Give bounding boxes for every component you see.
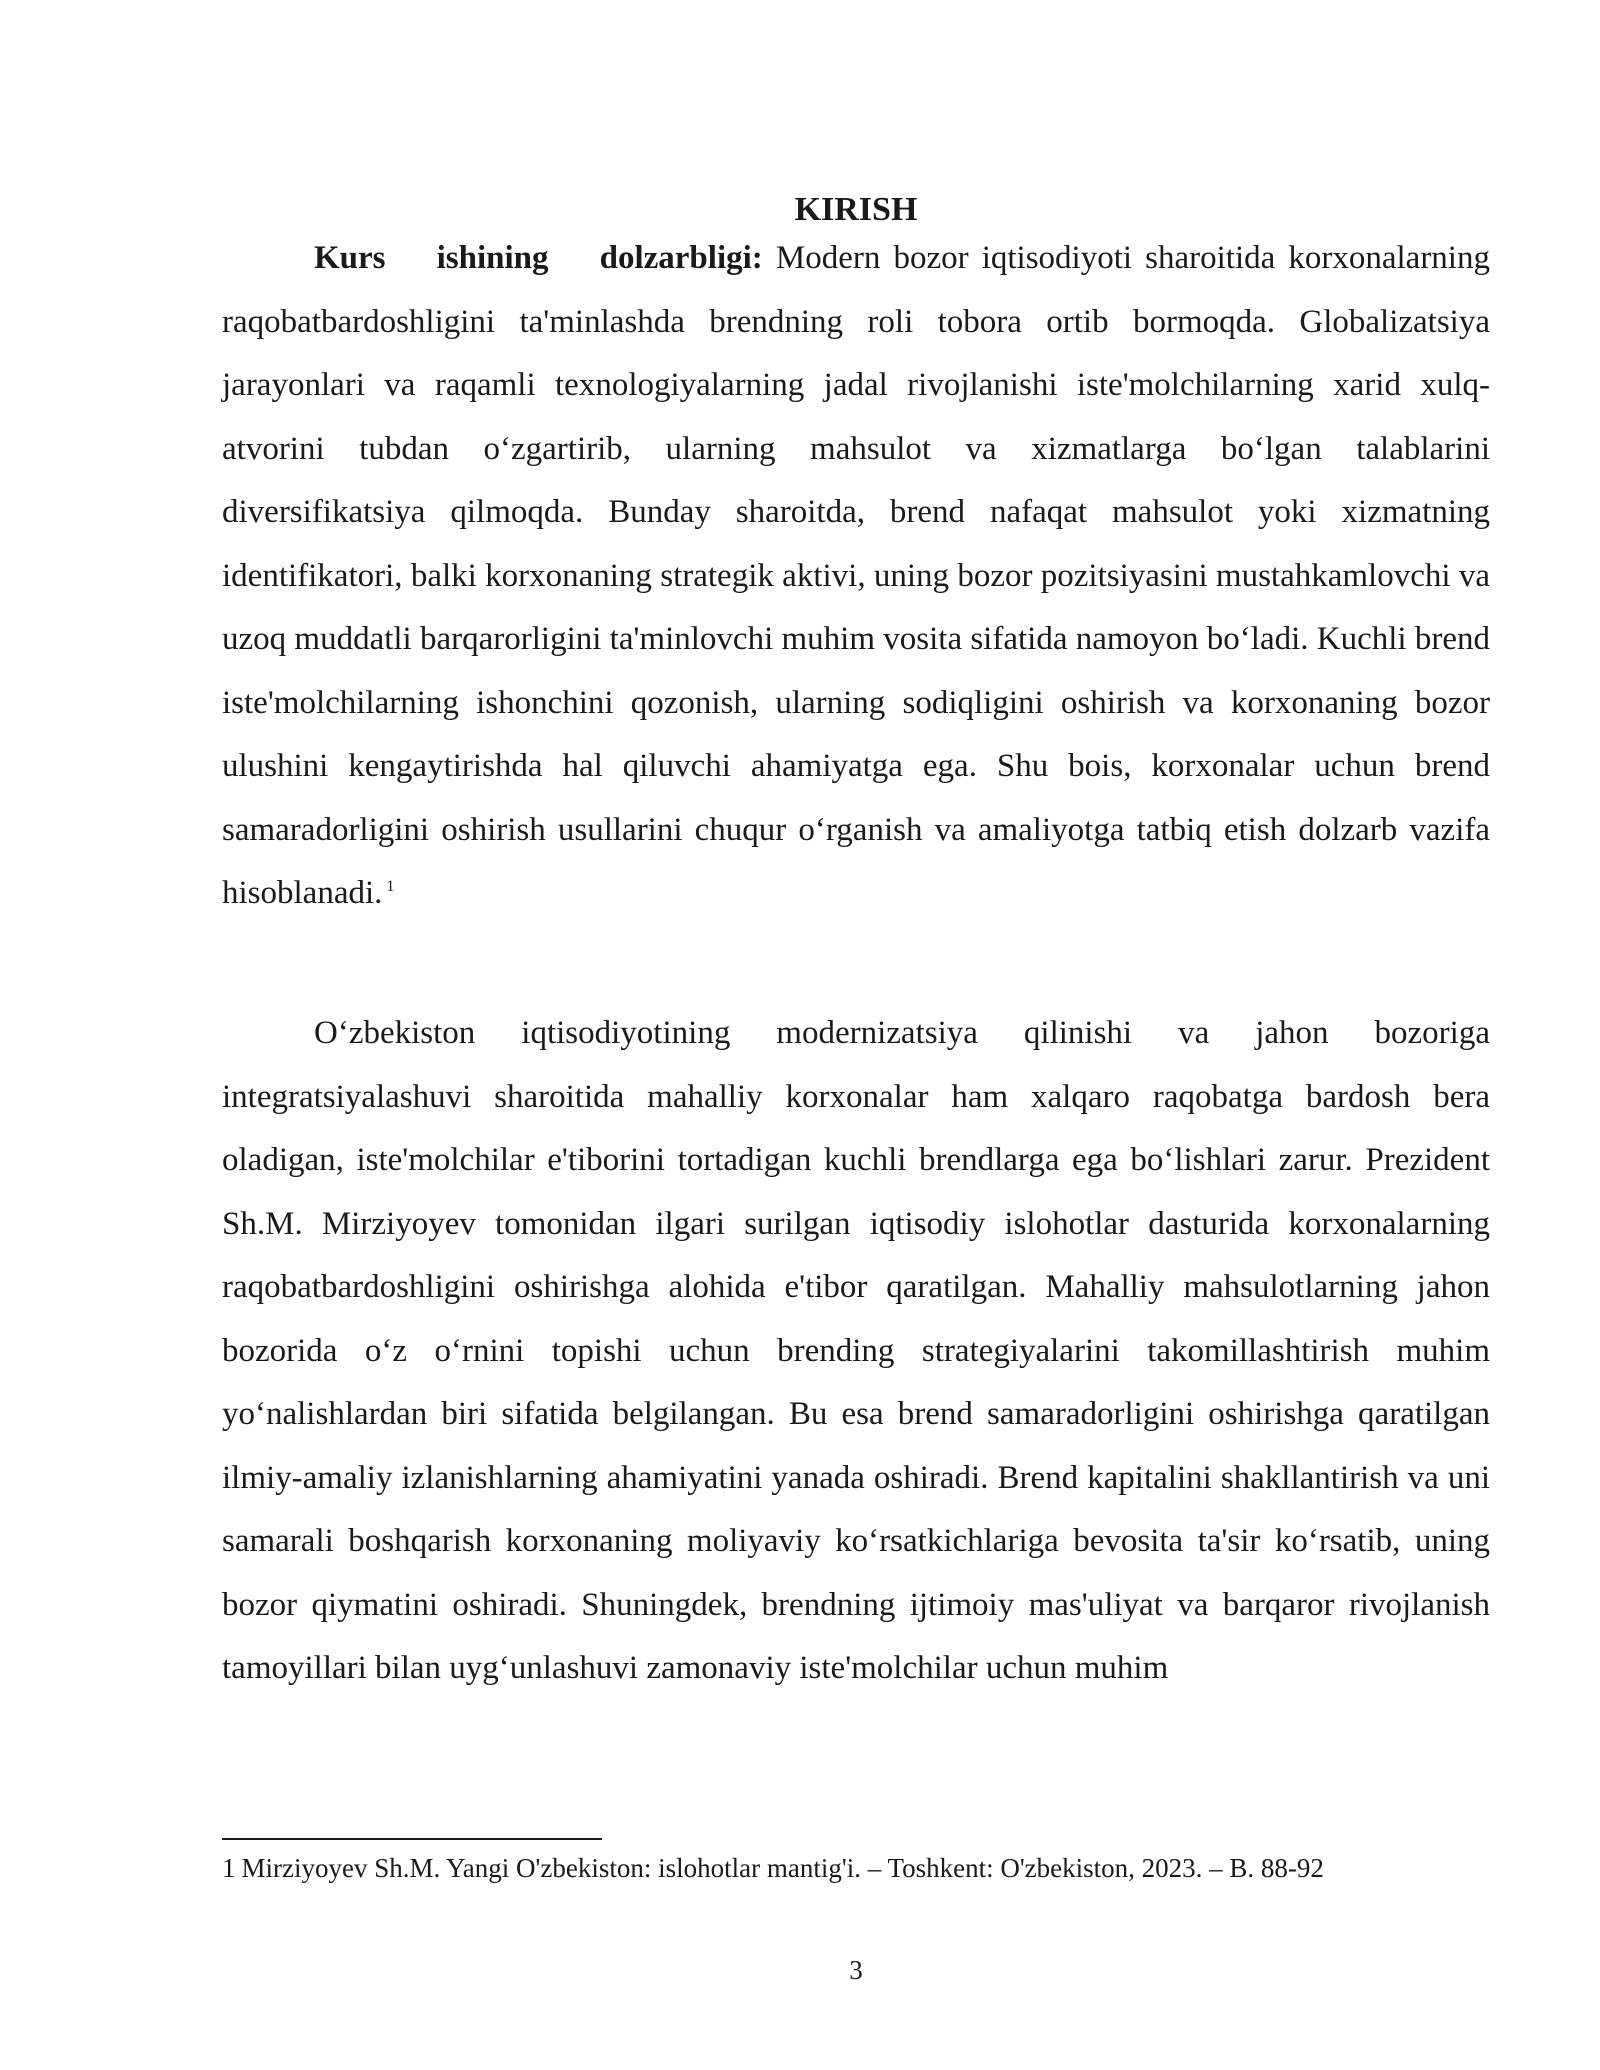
body-paragraph-2: O‘zbekiston iqtisodiyotining modernizatsiya qilinishi va jahon bozoriga integratsiyalashuvi sharoitida mahalliy korxonalar ham xalqaro raqobatga bardosh bera oladigan, iste'molchilar e'tiborini tortadigan kuchli brendlarga ega bo‘lishlari zarur. Prezident Sh.M. Mirziyoyev tomonidan ilgari surilgan iqtisodiy islohotlar dasturida korxonalarning raqobatbardoshligini oshirishga alohida e'tibor qaratilgan. Mahalliy mahsulotlarning jahon bozorida o‘z o‘rnini topishi uchun brending strategiyalarini takomillashtirish muhim yo‘nalishlardan biri sifatida belgilangan. Bu esa brend samaradorligini oshirishga qaratilgan ilmiy-amaliy izlanishlarning ahamiyatini yanada oshiradi. Brend kapitalini shakllantirish va uni samarali boshqarish korxonaning moliyaviy ko‘rsatkichlariga bevosita ta'sir ko‘rsatib, uning bozor qiymatini oshiradi. Shuningdek, brendning ijtimoiy mas'uliyat va barqaror rivojlanish tamoyillari bilan uyg‘unlashuvi zamonaviy iste'molchilar uchun muhim <box>222 1015 1490 1686</box>
intro-lead: Kurs ishining dolzarbligi: <box>314 240 763 276</box>
page-number: 3 <box>849 1955 863 1985</box>
footnote-text: Mirziyoyev Sh.M. Yangi O'zbekiston: islohotlar mantig'i. – Toshkent: O'zbekiston, 2023. – B. 88-92 <box>241 1853 1324 1883</box>
intro-paragraph <box>222 227 1490 926</box>
section-heading: KIRISH <box>794 191 918 228</box>
footnote-reference[interactable]: 1 <box>386 878 395 895</box>
intro-text: Modern bozor iqtisodiyoti sharoitida korxonalarning raqobatbardoshligini ta'minlashda brendning roli tobora ortib bormoqda. Globalizatsiya jarayonlari va raqamli texnologiyalarning jadal rivojlanishi iste'molchilarning xarid xulq-atvorini tubdan o‘zgartirib, ularning mahsulot va xizmatlarga bo‘lgan talablarini diversifikatsiya qilmoqda. Bunday sharoitda, brend nafaqat mahsulot yoki xizmatning identifikatori, balki korxonaning strategik aktivi, uning bozor pozitsiyasini mustahkamlovchi va uzoq muddatli barqarorligini ta'minlovchi muhim vosita sifatida namoyon bo‘ladi. Kuchli brend iste'molchilarning ishonchini qozonish, ularning sodiqligini oshirish va korxonaning bozor ulushini kengaytirishda hal qiluvchi ahamiyatga ega. Shu bois, korxonalar uchun brend samaradorligini oshirish usullarini chuqur o‘rganish va amaliyotga tatbiq etish dolzarb vazifa hisoblanadi. <box>222 240 1490 911</box>
footnote-separator <box>222 1838 602 1840</box>
footnote <box>222 1850 1490 1886</box>
footnote-number: 1 <box>222 1853 236 1883</box>
